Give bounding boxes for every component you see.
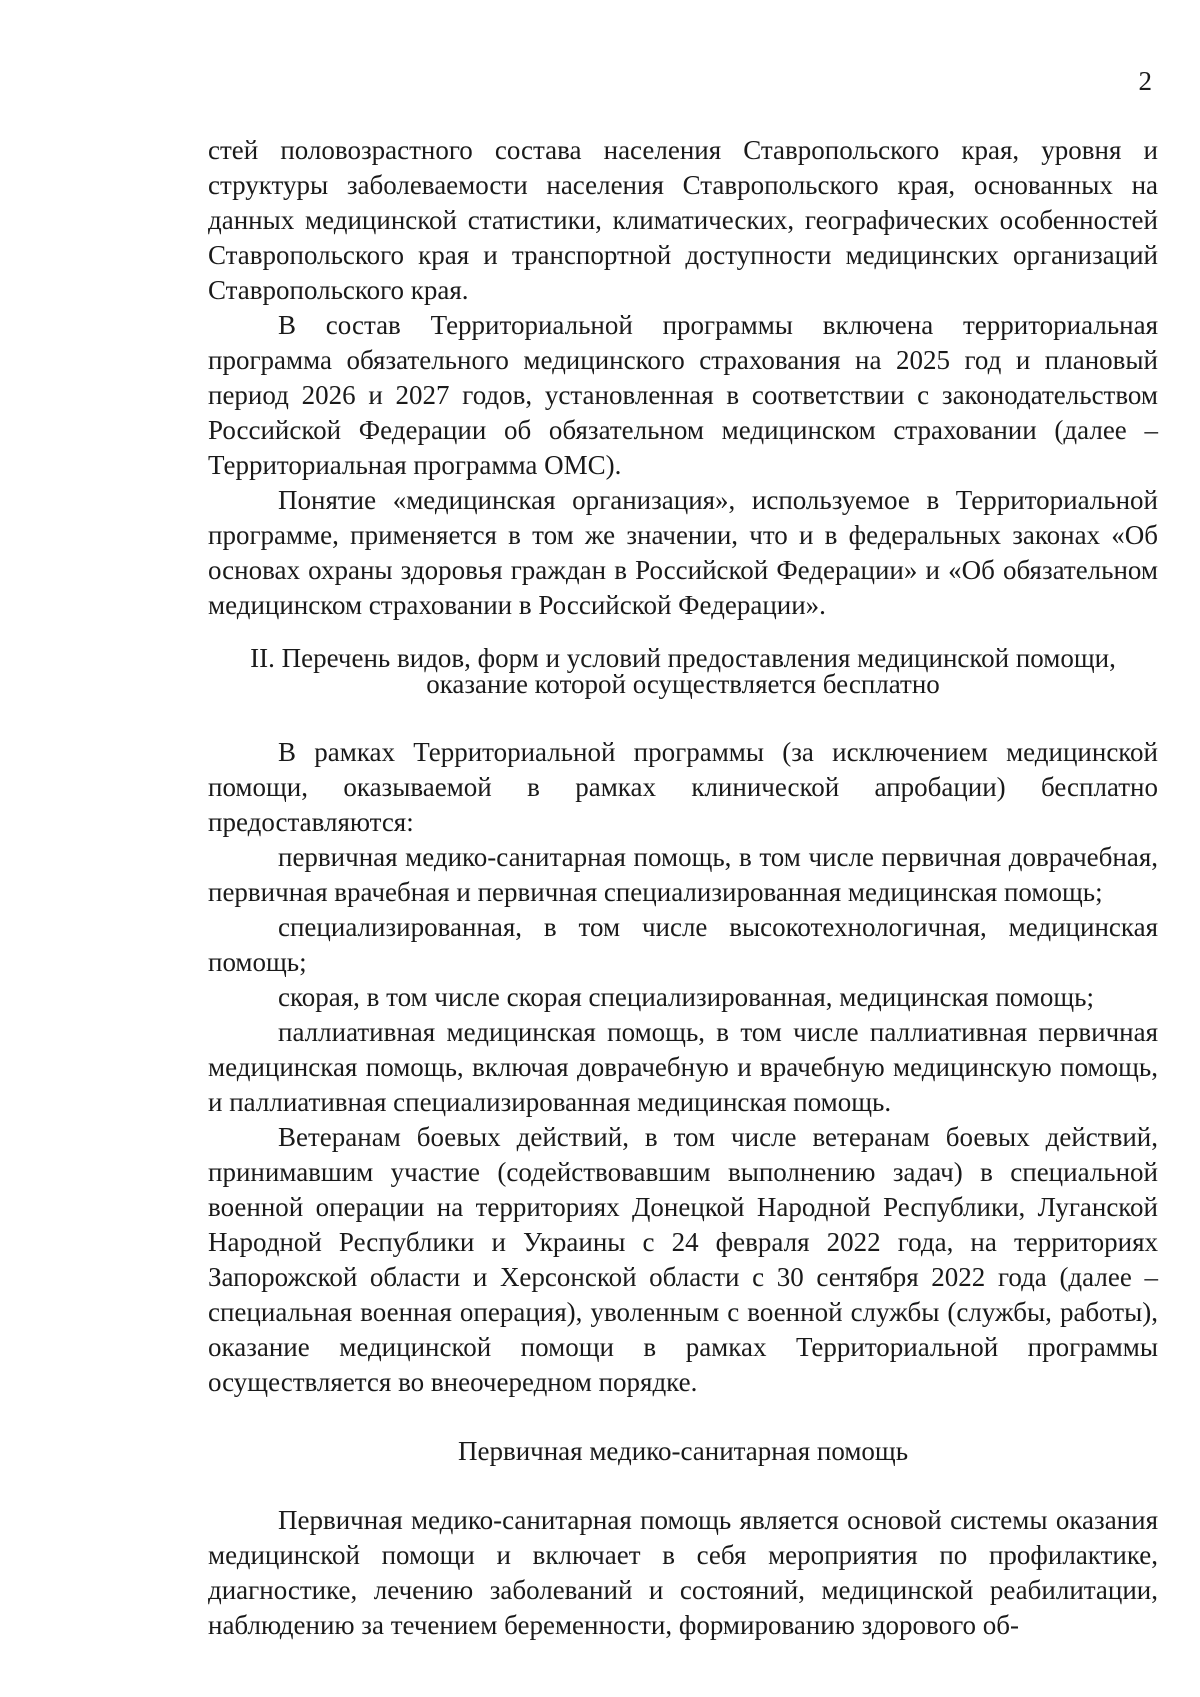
paragraph-primary-care: Первичная медико-санитарная помощь является основой системы оказания медицинской помощи и включает в себя мероприятия по профилактике, диагностике, лечению заболеваний и состояний, медицинской реабилитации, наблюдению за течением беременности, формированию здорового об-: [208, 1505, 1158, 1640]
list-item-emergency-care: скорая, в том числе скорая специализированная, медицинская помощь;: [278, 982, 1094, 1012]
list-item-palliative-care: паллиативная медицинская помощь, в том числе паллиативная первичная медицинская помощь, включая доврачебную и врачебную медицинскую помощь, и паллиативная специализированная медицинская помощь.: [208, 1017, 1158, 1117]
paragraph-intro: В рамках Территориальной программы (за исключением медицинской помощи, оказываемой в рамках клинической апробации) бесплатно предоставляются:: [208, 737, 1158, 837]
paragraph-veterans: Ветеранам боевых действий, в том числе ветеранам боевых действий, принимавшим участие (содействовавшим выполнению задач) в специальной военной операции на территориях Донецкой Народной Республики, Луганской Народной Республики и Украины с 24 февраля 2022 года, на территориях Запорожской области и Херсонской области с 30 сентября 2022 года (далее – специальная военная операция), уволенным с военной службы (службы, работы), оказание медицинской помощи в рамках Территориальной программы осуществляется во внеочередном порядке.: [208, 1122, 1158, 1397]
subsection-heading: Первичная медико-санитарная помощь: [457, 1436, 909, 1466]
section-heading-line-2: оказание которой осуществляется бесплатно: [426, 669, 940, 699]
paragraph-medical-organization: Понятие «медицинская организация», используемое в Территориальной программе, применяется в том же значении, что и в федеральных законах «Об основах охраны здоровья граждан в Российской Федерации» и «Об обязательном медицинском страховании в Российской Федерации».: [208, 485, 1158, 620]
list-item-primary-care: первичная медико-санитарная помощь, в том числе первичная доврачебная, первичная врачебная и первичная специализированная медицинская помощь;: [208, 842, 1158, 907]
section-heading: [208, 645, 1158, 697]
paragraph-continuation: стей половозрастного состава населения Ставропольского края, уровня и структуры заболеваемости населения Ставропольского края, основанных на данных медицинской статистики, климатических, географических особенностей Ставропольского края и транспортной доступности медицинских организаций Ставропольского края.: [208, 135, 1158, 305]
page-number: 2: [1138, 66, 1152, 96]
section-heading-line-1: II. Перечень видов, форм и условий предоставления медицинской помощи,: [250, 643, 1116, 673]
paragraph-oms-program: В состав Территориальной программы включена территориальная программа обязательного медицинского страхования на 2025 год и плановый период 2026 и 2027 годов, установленная в соответствии с законодательством Российской Федерации об обязательном медицинском страховании (далее – Территориальная программа ОМС).: [208, 310, 1158, 480]
document-body: [208, 133, 1158, 1643]
list-item-specialized-care: специализированная, в том числе высокотехнологичная, медицинская помощь;: [208, 912, 1158, 977]
